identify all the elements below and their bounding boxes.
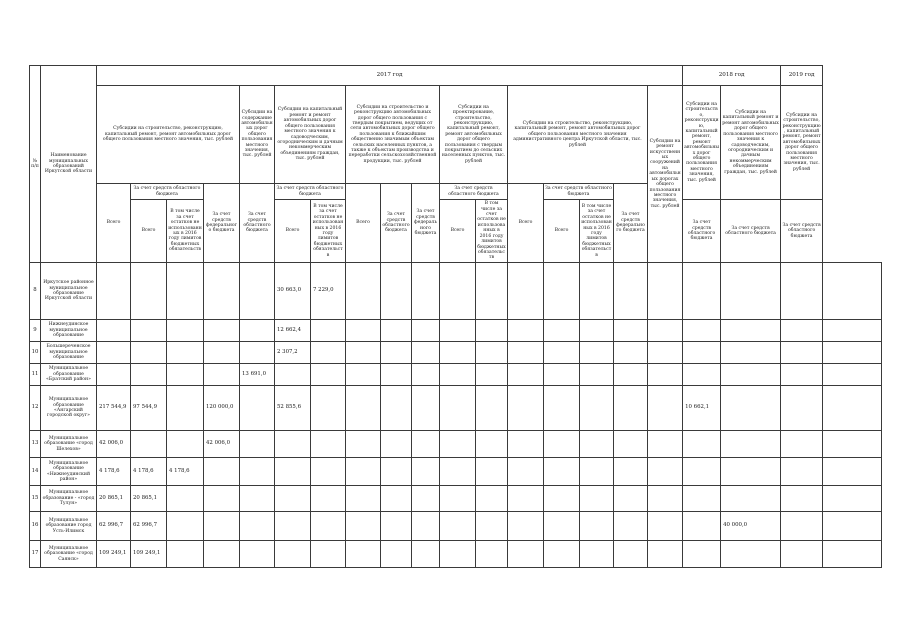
amount-cell [580,486,614,512]
amount-cell: 4 178,6 [131,458,167,486]
municipality-name: Муниципальное образование «Ангарский городской округ» [41,386,97,431]
amount-cell [823,458,882,486]
amount-cell [275,431,311,458]
amount-cell: 13 691,0 [240,364,275,386]
amount-cell [614,342,648,364]
group-2019-construction-header: Субсидии на строительство, реконструкцию, капитальный ремонт, ремонт автомобильных дорог общего пользования местного значения, тыс. рублей [781,86,823,200]
amount-cell [781,431,823,458]
group-admin-center-header: Субсидии на строительство, реконструкцию, капитальный ремонт, ремонт автомобильных дорог общего пользования местного значения административного центра Иркутской области, тыс. рублей [508,86,648,184]
amount-cell [275,364,311,386]
amount-cell [614,486,648,512]
amount-cell [311,342,346,364]
group-rural-roads-header: Субсидии на строительство и реконструкцию автомобильных дорог общего пользования с твердым покрытием, ведущих от сети автомобильных дорог общего пользования к ближайшим общественно значимым объектам сельских населенных пунктов, а также к объектам производства и переработки сельскохозяйственной продукции, тыс. рублей [346,86,440,184]
amount-cell [781,386,823,431]
amount-cell [476,263,508,320]
amount-cell: 4 178,6 [97,458,131,486]
amount-cell [476,320,508,342]
amount-cell [346,263,381,320]
amount-cell [346,541,381,568]
amount-cell [240,386,275,431]
year-2018-header: 2018 год [683,66,781,86]
amount-cell: 120 000,0 [204,386,240,431]
amount-cell [440,458,476,486]
amount-cell [346,342,381,364]
amount-cell [167,342,204,364]
amount-cell [346,512,381,541]
federal-budget-header: За счет средств федерального бюджета [204,184,240,263]
unused-limits-header: В том числе за счет остатков не использованных в 2016 году лимитов бюджетных обязательств [311,200,346,263]
amount-cell [412,458,440,486]
amount-cell [412,386,440,431]
row-number: 11 [30,364,41,386]
amount-cell [97,320,131,342]
amount-cell [614,431,648,458]
amount-cell [240,431,275,458]
amount-cell [614,386,648,431]
amount-cell [781,342,823,364]
amount-cell [648,263,683,320]
amount-cell [544,486,580,512]
amount-cell [412,342,440,364]
amount-cell: 30 663,0 [275,263,311,320]
row-number: 10 [30,342,41,364]
amount-cell [648,386,683,431]
amount-cell [476,386,508,431]
amount-cell [648,486,683,512]
regional-budget-header: За счет средств областного бюджета [683,200,721,263]
group-garden-roads-header: Субсидии на капитальный ремонт и ремонт автомобильных дорог общего пользования местного значения к садоводческим, огородническим и дачным некоммерческим объединениям граждан, тыс. рублей [275,86,346,184]
amount-cell [508,486,544,512]
regional-budget-header: За счет средств областного бюджета [721,200,781,263]
group-bridges-header: Субсидии на ремонт искусственных сооружений на автомобильных дорогах общего пользования местного значения, тыс. рублей [648,86,683,263]
amount-cell [275,486,311,512]
amount-cell [683,263,721,320]
amount-cell [204,364,240,386]
regional-budget-header: За счет средств областного бюджета [275,184,346,200]
amount-cell [412,263,440,320]
total-header: Всего [346,184,381,263]
amount-cell [97,263,131,320]
amount-cell [240,263,275,320]
federal-budget-header: За счет средств федерального бюджета [412,184,440,263]
amount-cell [412,541,440,568]
amount-cell [823,512,882,541]
amount-cell [311,320,346,342]
amount-cell [97,364,131,386]
amount-cell [580,320,614,342]
amount-cell [440,263,476,320]
regional-budget-header: За счет средств областного бюджета [781,200,823,263]
table-row [30,364,882,386]
amount-cell [781,263,823,320]
year-2019-header: 2019 год [781,66,823,86]
amount-cell [311,431,346,458]
amount-cell [544,541,580,568]
amount-cell: 40 000,0 [721,512,781,541]
municipality-name: Муниципальное образование «Нижнеудинский район» [41,458,97,486]
amount-cell [311,541,346,568]
amount-cell [508,342,544,364]
amount-cell [721,541,781,568]
amount-cell [381,486,412,512]
amount-cell: 52 855,6 [275,386,311,431]
municipality-name: Муниципальное образование - «город Тулун» [41,486,97,512]
col-number-header: № п/п [30,66,41,263]
row-number: 16 [30,512,41,541]
amount-cell: 42 006,0 [204,431,240,458]
amount-cell [167,431,204,458]
amount-cell: 12 662,4 [275,320,311,342]
amount-cell: 217 544,9 [97,386,131,431]
amount-cell: 4 178,6 [167,458,204,486]
subsidy-table [29,65,882,568]
amount-cell [240,512,275,541]
amount-cell [614,458,648,486]
amount-cell [346,431,381,458]
amount-cell [614,320,648,342]
table-row [30,541,882,568]
amount-cell [648,458,683,486]
amount-cell [721,320,781,342]
amount-cell [476,512,508,541]
municipality-name: Муниципальное образование «Братский район» [41,364,97,386]
amount-cell: 7 229,0 [311,263,346,320]
amount-cell [544,320,580,342]
total-header: Всего [275,200,311,263]
amount-cell [131,364,167,386]
amount-cell: 62 996,7 [97,512,131,541]
amount-cell [683,364,721,386]
row-number: 12 [30,386,41,431]
amount-cell [721,263,781,320]
amount-cell [167,364,204,386]
regional-budget-header: За счет средств областного бюджета [381,184,412,263]
amount-cell [204,512,240,541]
amount-cell [721,386,781,431]
amount-cell [580,541,614,568]
amount-cell [544,386,580,431]
amount-cell [823,541,882,568]
municipality-name: Нижнеудинское муниципальное образование [41,320,97,342]
amount-cell [823,386,882,431]
unused-limits-header: В том числе за счет остатков не использованных в 2016 году лимитов бюджетных обязательств [476,200,508,263]
amount-cell [721,342,781,364]
amount-cell [240,320,275,342]
amount-cell [614,512,648,541]
amount-cell [381,263,412,320]
amount-cell [648,512,683,541]
amount-cell [131,431,167,458]
amount-cell [346,364,381,386]
amount-cell [412,431,440,458]
amount-cell [823,431,882,458]
amount-cell [167,263,204,320]
table-row [30,512,882,541]
amount-cell [346,458,381,486]
total-header: Всего [544,200,580,263]
amount-cell [648,431,683,458]
data-rows [30,263,882,568]
table-row [30,320,882,342]
amount-cell [580,386,614,431]
amount-cell [580,458,614,486]
amount-cell [823,486,882,512]
row-number: 9 [30,320,41,342]
amount-cell [440,342,476,364]
amount-cell [440,320,476,342]
group-2018-garden-header: Субсидии на капитальный ремонт и ремонт автомобильных дорог общего пользования местного значения к садоводческим, огородническим и дачным некоммерческим объединениям граждан, тыс. рублей [721,86,781,200]
amount-cell [381,342,412,364]
amount-cell [614,364,648,386]
amount-cell [311,386,346,431]
amount-cell [412,512,440,541]
amount-cell [683,486,721,512]
amount-cell: 97 544,9 [131,386,167,431]
amount-cell [476,458,508,486]
amount-cell [412,364,440,386]
amount-cell [440,541,476,568]
amount-cell [683,541,721,568]
amount-cell [508,458,544,486]
amount-cell [580,431,614,458]
amount-cell [508,541,544,568]
amount-cell [240,342,275,364]
amount-cell [721,431,781,458]
amount-cell [823,320,882,342]
amount-cell [167,486,204,512]
col-name-header: Наименование муниципальных образований Иркутской области [41,66,97,263]
amount-cell [131,263,167,320]
group-road-maintenance-header: Субсидии на содержание автомобильных дорог общего пользования местного значения, тыс. рублей [240,86,275,184]
amount-cell [580,364,614,386]
table-row [30,431,882,458]
amount-cell [167,386,204,431]
amount-cell [648,364,683,386]
amount-cell [240,541,275,568]
amount-cell [648,541,683,568]
year-2017-header: 2017 год [97,66,683,86]
municipality-name: Муниципальное образование «город Шелехов» [41,431,97,458]
amount-cell [823,263,882,320]
amount-cell: 109 249,1 [131,541,167,568]
amount-cell [683,512,721,541]
amount-cell [544,364,580,386]
amount-cell [204,486,240,512]
table-row [30,263,882,320]
municipality-name: Большереченское муниципальное образование [41,342,97,364]
group-rural-settlements-header: Субсидии на проектирование, строительство, реконструкцию, капитальный ремонт, ремонт автомобильных дорог общего пользования с твердым покрытием до сельских населенных пунктов, тыс. рублей [440,86,508,184]
amount-cell [683,320,721,342]
amount-cell [476,431,508,458]
total-header: Всего [508,184,544,263]
amount-cell [508,386,544,431]
regional-budget-header: За счет средств областного бюджета [440,184,508,200]
amount-cell [381,512,412,541]
amount-cell [544,342,580,364]
amount-cell [781,512,823,541]
amount-cell [440,386,476,431]
amount-cell [721,364,781,386]
amount-cell [721,486,781,512]
amount-cell [580,263,614,320]
table-row [30,486,882,512]
amount-cell [508,263,544,320]
amount-cell [381,386,412,431]
row-number: 14 [30,458,41,486]
amount-cell [508,512,544,541]
amount-cell [204,263,240,320]
amount-cell [381,541,412,568]
amount-cell [823,364,882,386]
table-row [30,342,882,364]
amount-cell [381,431,412,458]
amount-cell [275,512,311,541]
total-header: Всего [97,184,131,263]
amount-cell [648,342,683,364]
total-header: Всего [440,200,476,263]
amount-cell [131,342,167,364]
amount-cell [275,458,311,486]
amount-cell [131,320,167,342]
federal-budget-header: За счет средств федерального бюджета [614,184,648,263]
amount-cell [167,541,204,568]
amount-cell [204,342,240,364]
amount-cell [476,541,508,568]
amount-cell [204,320,240,342]
amount-cell [311,486,346,512]
amount-cell [381,364,412,386]
amount-cell [311,512,346,541]
amount-cell: 20 865,1 [97,486,131,512]
amount-cell: 10 662,1 [683,386,721,431]
municipality-name: Иркутское районное муниципальное образование Иркутской области [41,263,97,320]
amount-cell [381,320,412,342]
amount-cell [167,512,204,541]
amount-cell [412,320,440,342]
amount-cell [544,263,580,320]
regional-budget-header: За счет средств областного бюджета [131,184,204,200]
amount-cell [476,486,508,512]
regional-budget-header: За счет средств областного бюджета [544,184,614,200]
amount-cell [412,486,440,512]
amount-cell [311,364,346,386]
amount-cell [167,320,204,342]
amount-cell [781,541,823,568]
amount-cell [648,320,683,342]
amount-cell [508,320,544,342]
amount-cell [240,486,275,512]
amount-cell [97,342,131,364]
amount-cell: 62 996,7 [131,512,167,541]
amount-cell [476,364,508,386]
amount-cell [508,364,544,386]
amount-cell [508,431,544,458]
amount-cell [580,342,614,364]
amount-cell [544,431,580,458]
amount-cell [683,431,721,458]
amount-cell [440,512,476,541]
total-header: Всего [131,200,167,263]
amount-cell [683,458,721,486]
table-row [30,458,882,486]
table-row [30,386,882,431]
municipality-name: Муниципальное образование город Усть-Илимск [41,512,97,541]
row-number: 15 [30,486,41,512]
group-2018-construction-header: Субсидии на строительство, реконструкцию, капитальный ремонт, ремонт автомобильных дорог общего пользования местного значения, тыс. рублей [683,86,721,200]
amount-cell [614,263,648,320]
amount-cell [781,364,823,386]
amount-cell [275,541,311,568]
unused-limits-header: В том числе за счет остатков не использованных в 2016 году лимитов бюджетных обязательств [580,200,614,263]
amount-cell [346,320,381,342]
amount-cell [440,486,476,512]
amount-cell [204,458,240,486]
amount-cell [311,458,346,486]
amount-cell [580,512,614,541]
row-number: 8 [30,263,41,320]
regional-budget-header: За счет средств областного бюджета [240,184,275,263]
amount-cell [476,342,508,364]
amount-cell [781,458,823,486]
amount-cell [346,386,381,431]
amount-cell [823,342,882,364]
municipality-name: Муниципальное образование «город Саянск» [41,541,97,568]
row-number: 13 [30,431,41,458]
unused-limits-header: В том числе за счет остатков не использованных в 2016 году лимитов бюджетных обязательств [167,200,204,263]
amount-cell: 42 006,0 [97,431,131,458]
amount-cell [781,486,823,512]
amount-cell [614,541,648,568]
amount-cell [544,458,580,486]
amount-cell [204,541,240,568]
amount-cell: 20 865,1 [131,486,167,512]
amount-cell [781,320,823,342]
amount-cell [381,458,412,486]
row-number: 17 [30,541,41,568]
amount-cell [440,431,476,458]
amount-cell [240,458,275,486]
amount-cell [544,512,580,541]
amount-cell: 2 307,2 [275,342,311,364]
amount-cell: 109 249,1 [97,541,131,568]
amount-cell [721,458,781,486]
amount-cell [683,342,721,364]
amount-cell [346,486,381,512]
group-road-construction-header: Субсидии на строительство, реконструкцию, капитальный ремонт, ремонт автомобильных дорог общего пользования местного значения, тыс. рублей [97,86,240,184]
amount-cell [440,364,476,386]
